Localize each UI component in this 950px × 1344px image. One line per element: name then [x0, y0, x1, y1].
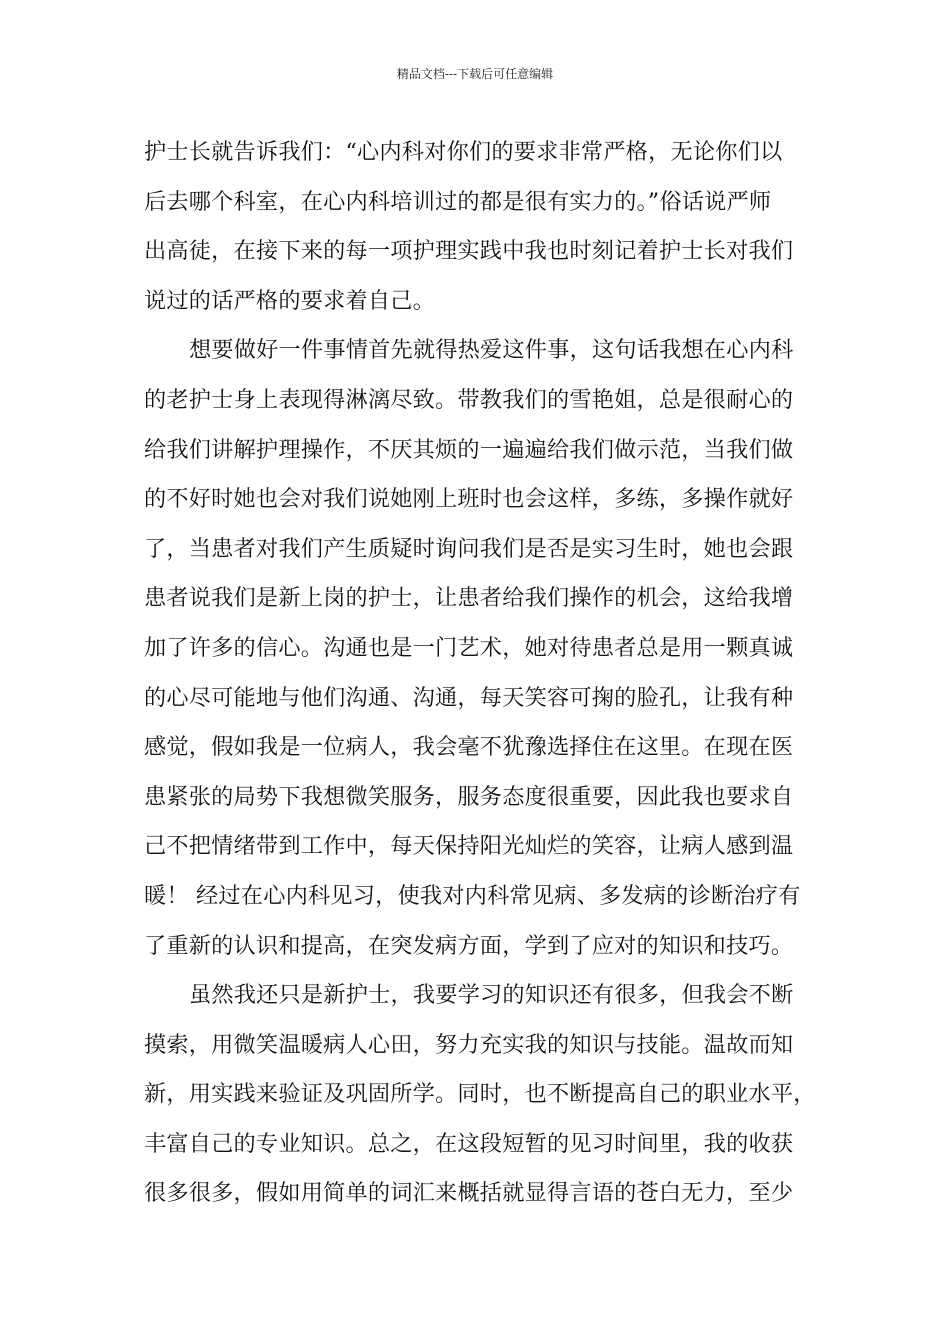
text-line: 的心尽可能地与他们沟通、沟通，每天笑容可掬的脸孔，让我有种 — [144, 684, 794, 711]
text-line: 出高徒，在接下来的每一项护理实践中我也时刻记着护士长对我们 — [144, 238, 794, 265]
paragraph — [144, 326, 812, 971]
text-line: 想要做好一件事情首先就得热爱这件事，这句话我想在心内科 — [189, 337, 794, 364]
text-line: 给我们讲解护理操作，不厌其烦的一遍遍给我们做示范，当我们做 — [144, 436, 794, 463]
document-body — [144, 128, 816, 1219]
text-line: 患紧张的局势下我想微笑服务，服务态度很重要，因此我也要求自 — [144, 783, 794, 810]
text-line: 虽然我还只是新护士，我要学习的知识还有很多，但我会不断 — [189, 982, 794, 1009]
text-line: 的老护士身上表现得淋漓尽致。带教我们的雪艳姐，总是很耐心的 — [144, 386, 794, 413]
text-line: 很多很多，假如用简单的词汇来概括就显得言语的苍白无力，至少 — [144, 1180, 794, 1207]
text-line: 说过的话严格的要求着自己。 — [144, 287, 436, 314]
text-line: 己不把情绪带到工作中，每天保持阳光灿烂的笑容，让病人感到温 — [144, 833, 794, 860]
text-line: 暖！ 经过在心内科见习，使我对内科常见病、多发病的诊断治疗有 — [144, 882, 801, 909]
text-line: 感觉，假如我是一位病人，我会毫不犹豫选择住在这里。在现在医 — [144, 734, 794, 761]
text-line: 新，用实践来验证及巩固所学。同时，也不断提高自己的职业水平， — [144, 1081, 816, 1108]
text-line: 丰富自己的专业知识。总之，在这段短暂的见习时间里，我的收获 — [144, 1130, 794, 1157]
text-line: 摸索，用微笑温暖病人心田，努力充实我的知识与技能。温故而知 — [144, 1031, 794, 1058]
text-line: 的不好时她也会对我们说她刚上班时也会这样，多练，多操作就好 — [144, 486, 794, 513]
text-line: 护士长就告诉我们：“心内科对你们的要求非常严格，无论你们以 — [144, 139, 783, 165]
text-line: 了重新的认识和提高，在突发病方面，学到了应对的知识和技巧。 — [144, 932, 794, 959]
paragraph — [144, 971, 816, 1219]
text-line: 患者说我们是新上岗的护士，让患者给我们操作的机会，这给我增 — [144, 585, 794, 612]
text-line: 了，当患者对我们产生质疑时询问我们是否是实习生时，她也会跟 — [144, 535, 794, 562]
page-header: 精品文档---下载后可任意编辑 — [396, 67, 554, 81]
paragraph — [144, 128, 812, 326]
text-line: 后去哪个科室，在心内科培训过的都是很有实力的。”俗话说严师 — [144, 188, 772, 215]
text-line: 加了许多的信心。沟通也是一门艺术，她对待患者总是用一颗真诚 — [144, 634, 794, 661]
